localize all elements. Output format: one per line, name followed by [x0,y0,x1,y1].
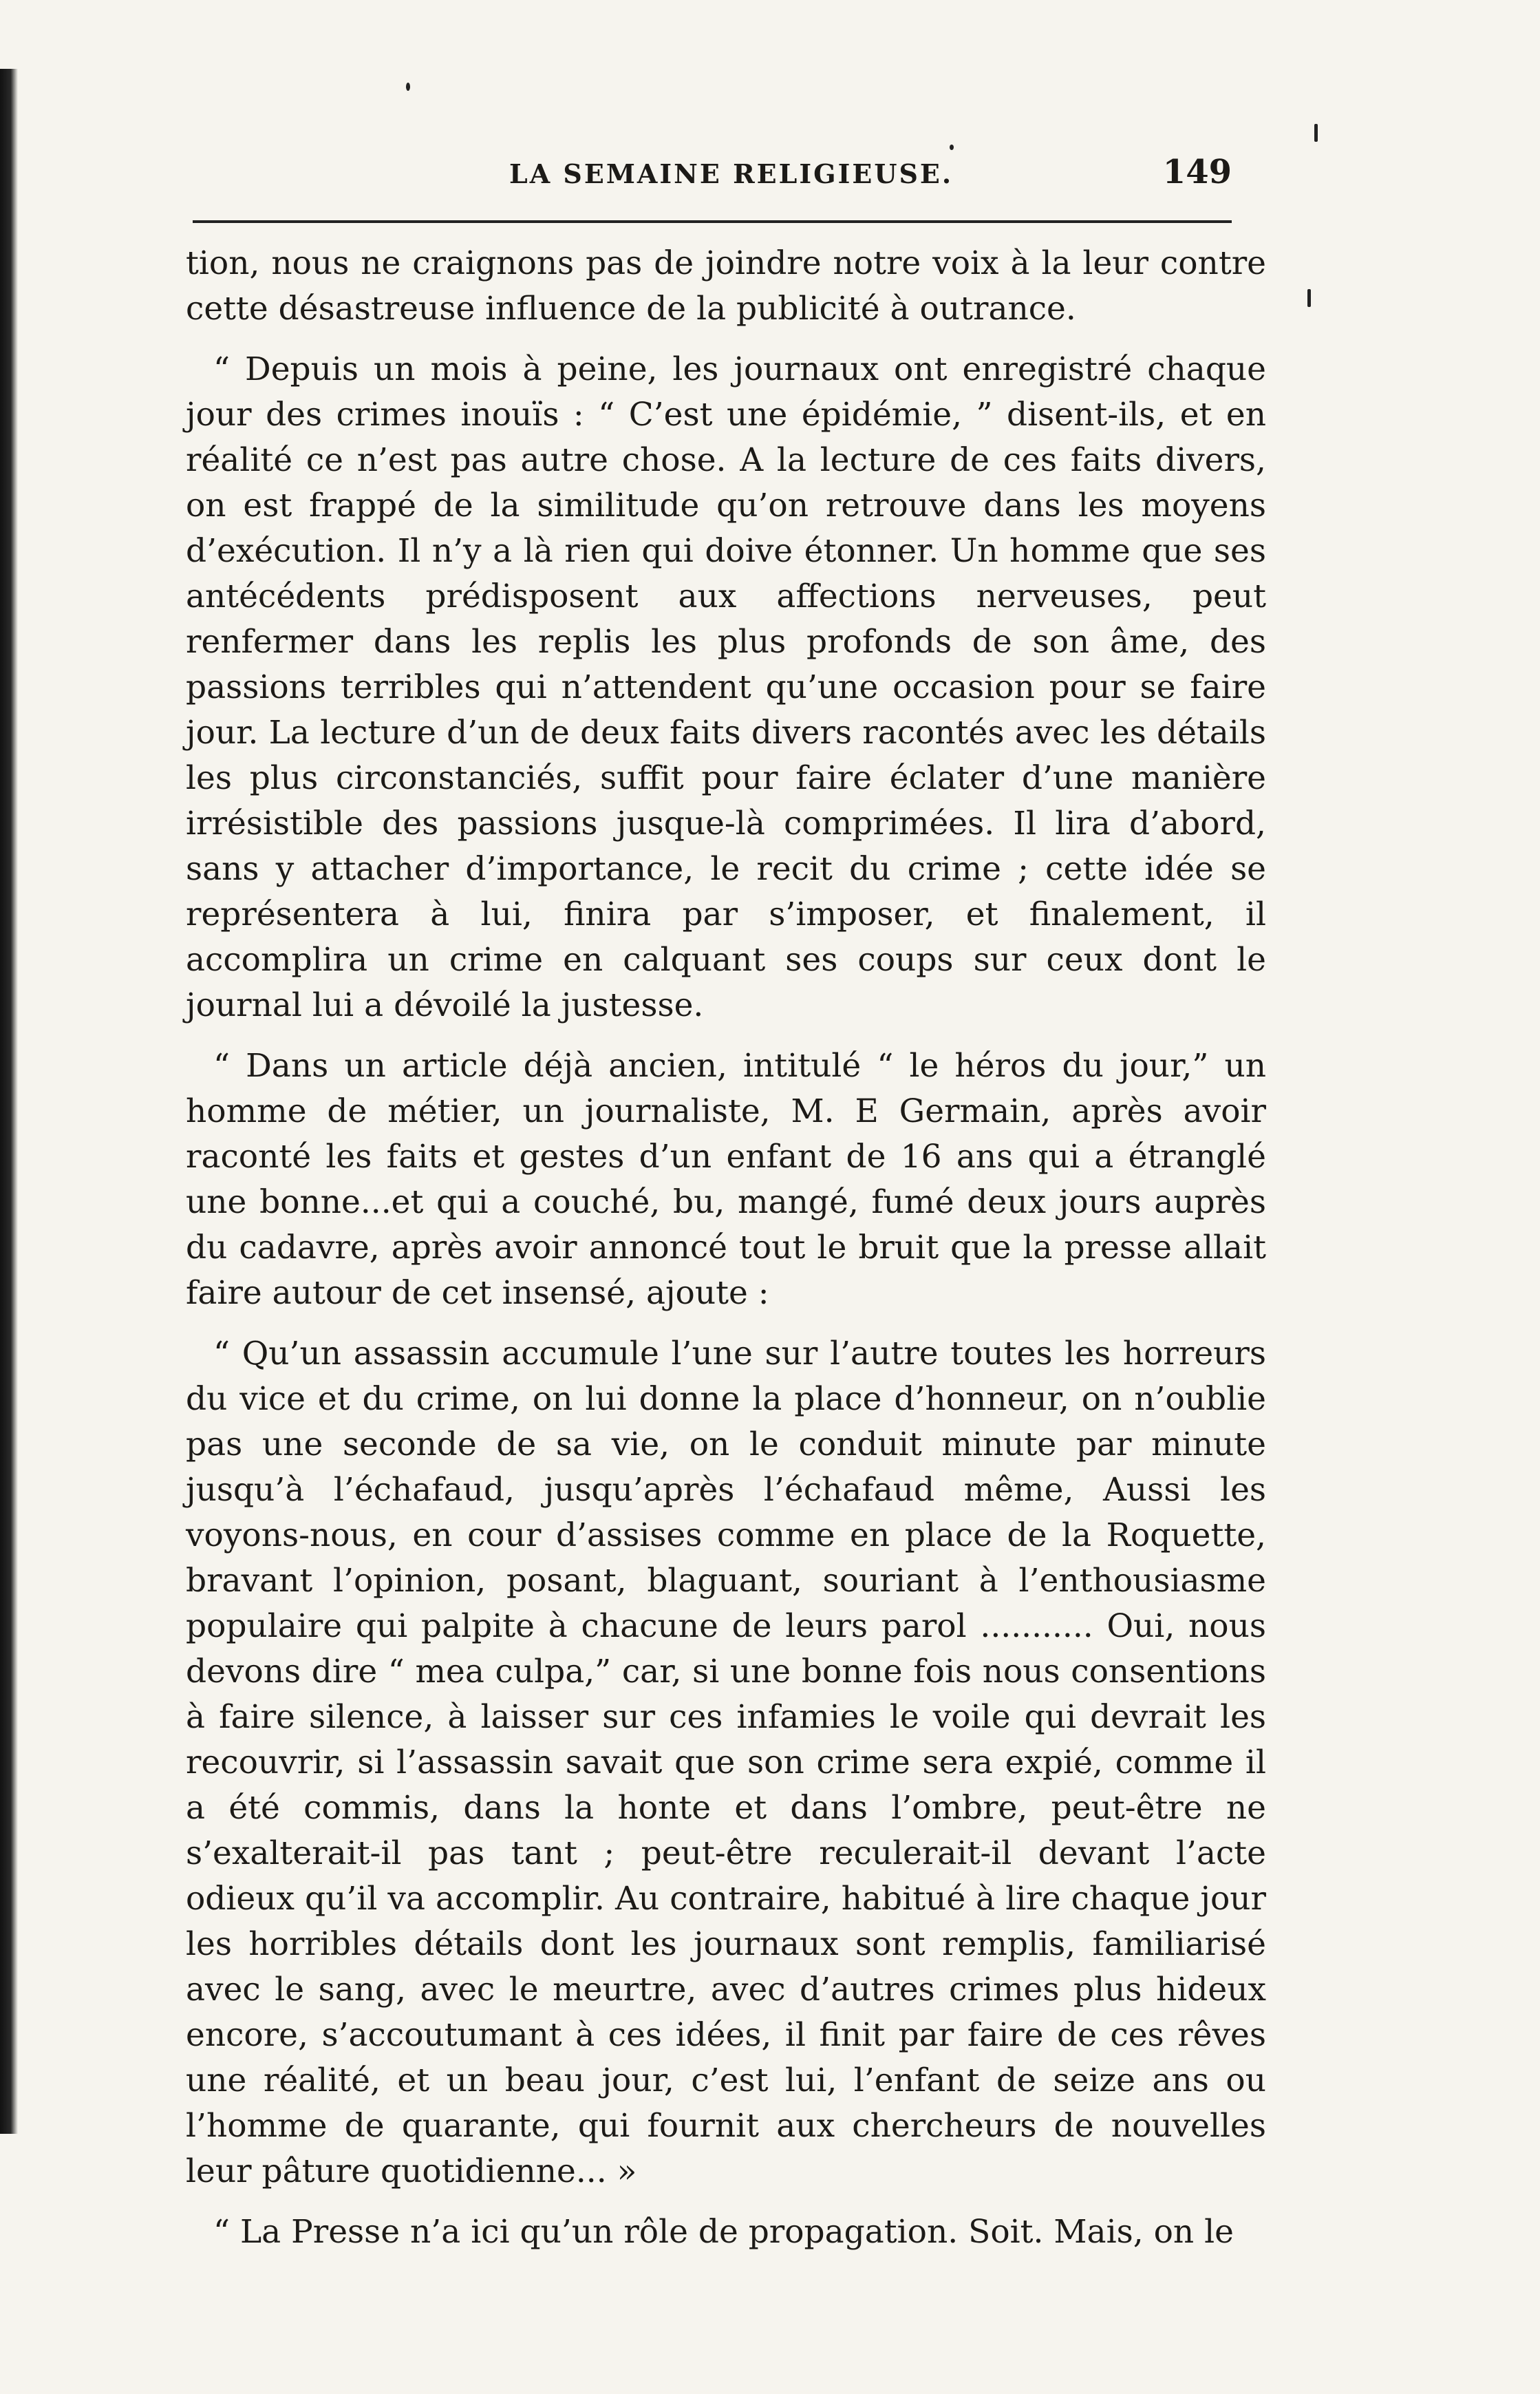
scan-binding-edge [0,69,18,2134]
body-text [186,241,1266,2270]
scan-speck [406,83,410,91]
page-number: 149 [1162,153,1232,191]
running-title: LA SEMAINE RELIGIEUSE. [509,158,954,189]
scan-speck [950,145,954,150]
paragraph-2: “ Depuis un mois à peine, les journaux ont enregistré chaque jour des crimes inouïs : “ C’est une épidémie, ” disent-ils, et en réalité ce n’est pas autre chose. A la lecture de ces faits divers, on est frappé de la similitude qu’on retrouve dans les moyens d’exécution. Il n’y a là rien qui doive étonner. Un homme que ses antécédents prédisposent aux affections nerveuses, peut renfermer dans les replis les plus profonds de son âme, des passions terribles qui n’attendent qu’une occasion pour se faire jour. La lecture d’un de deux faits divers racontés avec les détails les plus circonstanciés, suffit pour faire éclater d’une manière irrésistible des passions jusque-là comprimées. Il lira d’abord, sans y attacher d’importance, le recit du crime ; cette idée se représentera à lui, finira par s’imposer, et finalement, il accomplira un crime en calquant ses coups sur ceux dont le journal lui a dévoilé la justesse. [186,350,1266,1024]
paragraph-5: “ La Presse n’a ici qu’un rôle de propagation. Soit. Mais, on le [213,2213,1234,2251]
scan-speck [1307,289,1311,307]
paragraph-3: “ Dans un article déjà ancien, intitulé “ le héros du jour,” un homme de métier, un journaliste, M. E Germain, après avoir raconté les faits et gestes d’un enfant de 16 ans qui a étranglé une bonne...et qui a couché, bu, mangé, fumé deux jours auprès du cadavre, après avoir annoncé tout le bruit que la presse allait faire autour de cet insensé, ajoute : [186,1047,1266,1312]
page-header [193,153,1232,201]
paragraph-4: “ Qu’un assassin accumule l’une sur l’autre toutes les horreurs du vice et du crime, on lui donne la place d’honneur, on n’oublie pas une seconde de sa vie, on le conduit minute par minute jusqu’à l’échafaud, jusqu’après l’échafaud même, Aussi les voyons-nous, en cour d’assises comme en place de la Roquette, bravant l’opinion, posant, blaguant, souriant à l’enthousiasme populaire qui palpite à chacune de leurs parol ........... Oui, nous devons dire “ mea culpa,” car, si une bonne fois nous consentions à faire silence, à laisser sur ces infamies le voile qui devrait les recouvrir, si l’assassin savait que son crime sera expié, comme il a été commis, dans la honte et dans l’ombre, peut-être ne s’exalterait-il pas tant ; peut-être reculerait-il devant l’acte odieux qu’il va accomplir. Au contraire, habitué à lire chaque jour les horribles détails dont les journaux sont remplis, familiarisé avec le sang, avec le meurtre, avec d’autres crimes plus hideux encore, s’accoutumant à ces idées, il finit par faire de ces rêves une réalité, et un beau jour, c’est lui, l’enfant de seize ans ou l’homme de quarante, qui fournit aux chercheurs de nouvelles leur pâture quotidienne... » [186,1335,1266,2190]
header-rule [193,220,1232,223]
scan-speck [1314,124,1318,142]
paragraph-1: tion, nous ne craignons pas de joindre notre voix à la leur contre cette désastreuse influence de la publicité à outrance. [186,244,1266,328]
